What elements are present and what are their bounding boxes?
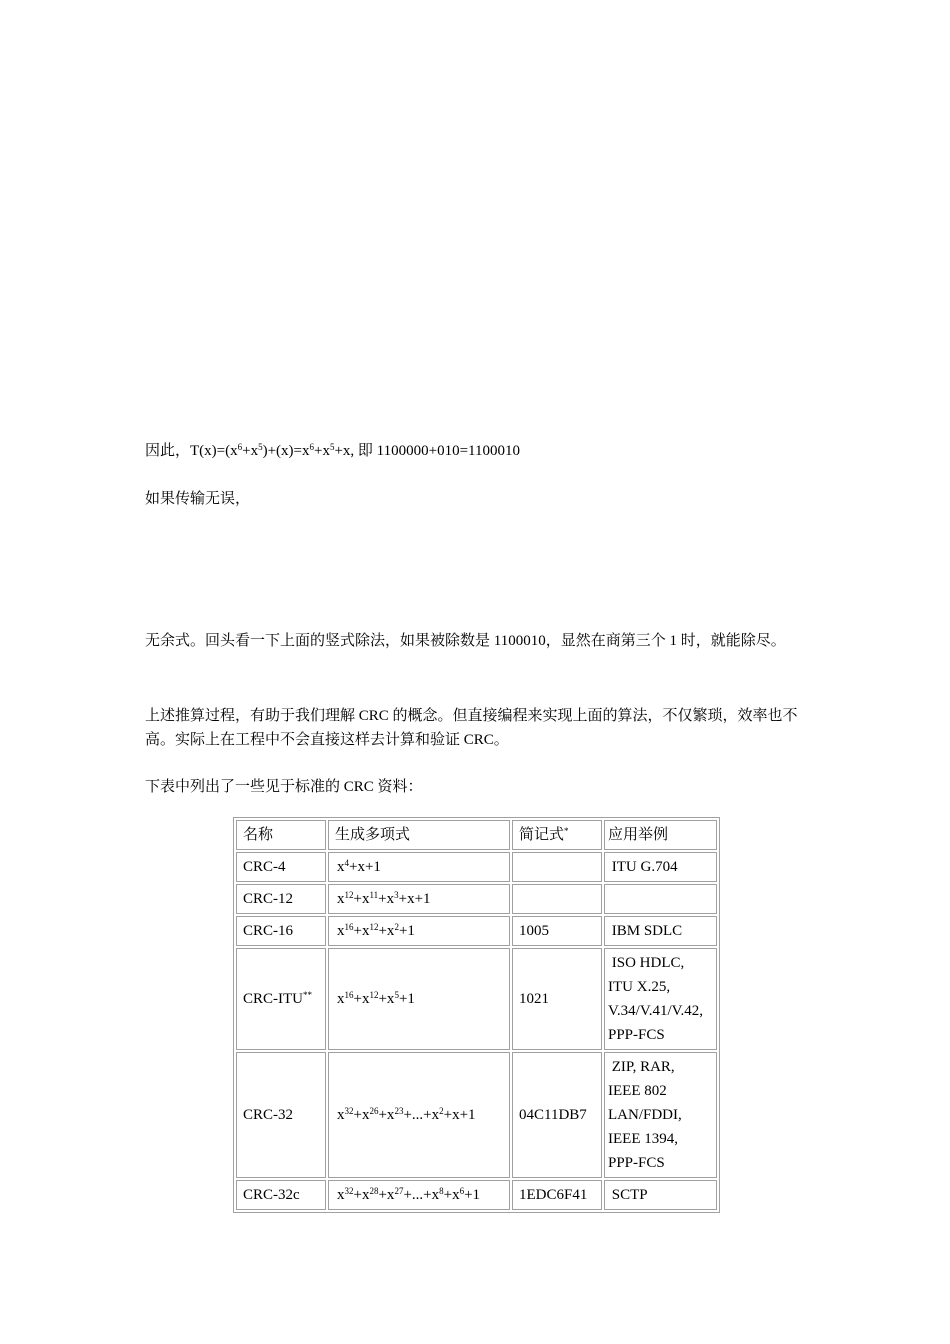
cell-polynomial bbox=[328, 884, 510, 914]
p1-prefix: 因此，T(x)=(x bbox=[145, 443, 238, 459]
cell-usage bbox=[604, 1180, 717, 1210]
poly-term: +...+x bbox=[403, 1187, 440, 1203]
poly-exponent: 3 bbox=[394, 890, 399, 900]
table-row bbox=[236, 948, 717, 1050]
usage-line: ITU G.704 bbox=[608, 859, 678, 875]
cell-usage bbox=[604, 884, 717, 914]
poly-term: x bbox=[337, 859, 345, 875]
poly-term: x bbox=[337, 1107, 345, 1123]
paragraph-crc-concept: 上述推算过程，有助于我们理解 CRC 的概念。但直接编程来实现上面的算法，不仅繁琐，效率也不高。实际上在工程中不会直接这样去计算和验证 CRC。 bbox=[145, 708, 798, 748]
poly-term: +x bbox=[378, 1187, 395, 1203]
poly-term: +x bbox=[353, 891, 370, 907]
cell-polynomial bbox=[328, 1180, 510, 1210]
cell-short-form: 1EDC6F41 bbox=[512, 1180, 602, 1210]
poly-exponent: 4 bbox=[344, 858, 349, 868]
poly-exponent: 32 bbox=[344, 1106, 354, 1116]
header-short bbox=[512, 820, 602, 850]
header-name: 名称 bbox=[236, 820, 326, 850]
poly-term: +x+1 bbox=[398, 891, 431, 907]
poly-exponent: 16 bbox=[344, 990, 354, 1000]
poly-exponent: 5 bbox=[394, 990, 399, 1000]
table-row bbox=[236, 852, 717, 882]
p1-exp4: 5 bbox=[329, 442, 335, 452]
cell-polynomial bbox=[328, 916, 510, 946]
usage-line: PPP-FCS bbox=[608, 1027, 665, 1043]
cell-polynomial bbox=[328, 948, 510, 1050]
paragraph-if-no-error: 如果传输无误， bbox=[145, 491, 251, 507]
cell-usage bbox=[604, 852, 717, 882]
p1-suffix: +x, 即 1100000+010=1100010 bbox=[334, 443, 520, 459]
poly-term: +x bbox=[378, 923, 395, 939]
poly-term: x bbox=[337, 991, 345, 1007]
table-row bbox=[236, 916, 717, 946]
cell-name-text: CRC-16 bbox=[243, 923, 294, 939]
usage-line: PPP-FCS bbox=[608, 1155, 665, 1171]
p1-exp3: 6 bbox=[309, 442, 314, 452]
cell-name bbox=[236, 1052, 326, 1178]
poly-exponent: 32 bbox=[344, 1186, 354, 1196]
table-row bbox=[236, 884, 717, 914]
usage-line: IEEE 1394, bbox=[608, 1131, 678, 1147]
table-row bbox=[236, 1180, 717, 1210]
header-short-label: 简记式 bbox=[519, 827, 565, 843]
usage-line: SCTP bbox=[608, 1187, 648, 1203]
cell-name bbox=[236, 852, 326, 882]
header-poly: 生成多项式 bbox=[328, 820, 510, 850]
poly-term: x bbox=[337, 891, 345, 907]
cell-name bbox=[236, 916, 326, 946]
poly-term: +x bbox=[378, 991, 395, 1007]
poly-term: +1 bbox=[398, 991, 415, 1007]
poly-exponent: 28 bbox=[369, 1186, 379, 1196]
cell-name bbox=[236, 1180, 326, 1210]
poly-term: +x bbox=[378, 1107, 395, 1123]
cell-polynomial bbox=[328, 852, 510, 882]
paragraph-transmitted-polynomial bbox=[145, 439, 815, 463]
cell-short-form: 1005 bbox=[512, 916, 602, 946]
poly-term: +x bbox=[443, 1187, 460, 1203]
poly-term: +...+x bbox=[403, 1107, 440, 1123]
cell-usage bbox=[604, 916, 717, 946]
poly-term: +1 bbox=[464, 1187, 481, 1203]
usage-line: ISO HDLC, bbox=[608, 955, 685, 971]
poly-exponent: 2 bbox=[439, 1106, 444, 1116]
poly-term: x bbox=[337, 923, 345, 939]
poly-term: +x bbox=[378, 891, 395, 907]
usage-line: IEEE 802 bbox=[608, 1083, 667, 1099]
poly-term: x bbox=[337, 1187, 345, 1203]
usage-line: LAN/FDDI, bbox=[608, 1107, 682, 1123]
cell-name-text: CRC-12 bbox=[243, 891, 294, 907]
paragraph-table-intro: 下表中列出了一些见于标准的 CRC 资料： bbox=[145, 779, 423, 795]
cell-name-text: CRC-32c bbox=[243, 1187, 300, 1203]
poly-exponent: 23 bbox=[394, 1106, 404, 1116]
cell-name-text: CRC-4 bbox=[243, 859, 286, 875]
cell-name-mark: ** bbox=[303, 990, 312, 1000]
cell-short-form bbox=[512, 852, 602, 882]
cell-name-text: CRC-32 bbox=[243, 1107, 294, 1123]
poly-term: +x bbox=[353, 1107, 370, 1123]
table-header-row bbox=[236, 820, 717, 850]
poly-term: +x+1 bbox=[349, 859, 381, 875]
cell-name bbox=[236, 884, 326, 914]
poly-exponent: 27 bbox=[394, 1186, 404, 1196]
poly-term: +x bbox=[353, 991, 370, 1007]
poly-term: +x bbox=[353, 1187, 370, 1203]
cell-usage bbox=[604, 1052, 717, 1178]
cell-short-form bbox=[512, 884, 602, 914]
poly-exponent: 26 bbox=[369, 1106, 379, 1116]
header-usage: 应用举例 bbox=[604, 820, 717, 850]
cell-short-form: 04C11DB7 bbox=[512, 1052, 602, 1178]
usage-line: ZIP, RAR, bbox=[608, 1059, 675, 1075]
cell-name-text: CRC-ITU bbox=[243, 991, 303, 1007]
poly-exponent: 12 bbox=[344, 890, 354, 900]
p1-mid3: +x bbox=[313, 443, 330, 459]
cell-name bbox=[236, 948, 326, 1050]
poly-exponent: 2 bbox=[394, 922, 399, 932]
poly-exponent: 16 bbox=[344, 922, 354, 932]
p1-mid1: +x bbox=[242, 443, 259, 459]
poly-exponent: 6 bbox=[459, 1186, 465, 1196]
usage-line: ITU X.25, bbox=[608, 979, 671, 995]
poly-exponent: 12 bbox=[369, 922, 379, 932]
p1-mid2: )+(x)=x bbox=[262, 443, 310, 459]
crc-standards-table bbox=[233, 817, 720, 1213]
poly-term: +x+1 bbox=[443, 1107, 476, 1123]
p1-exp1: 6 bbox=[237, 442, 243, 452]
usage-line: IBM SDLC bbox=[608, 923, 683, 939]
cell-polynomial bbox=[328, 1052, 510, 1178]
poly-exponent: 8 bbox=[439, 1186, 444, 1196]
header-short-mark: * bbox=[564, 826, 569, 836]
cell-short-form: 1021 bbox=[512, 948, 602, 1050]
usage-line: V.34/V.41/V.42, bbox=[608, 1003, 704, 1019]
paragraph-no-remainder: 无余式。回头看一下上面的竖式除法，如果被除数是 1100010，显然在商第三个 1 时，就能除尽。 bbox=[145, 633, 786, 649]
poly-term: +1 bbox=[398, 923, 415, 939]
table-row bbox=[236, 1052, 717, 1178]
poly-exponent: 12 bbox=[369, 990, 379, 1000]
p1-exp2: 5 bbox=[258, 442, 263, 452]
poly-term: +x bbox=[353, 923, 370, 939]
cell-usage bbox=[604, 948, 717, 1050]
poly-exponent: 11 bbox=[369, 890, 379, 900]
